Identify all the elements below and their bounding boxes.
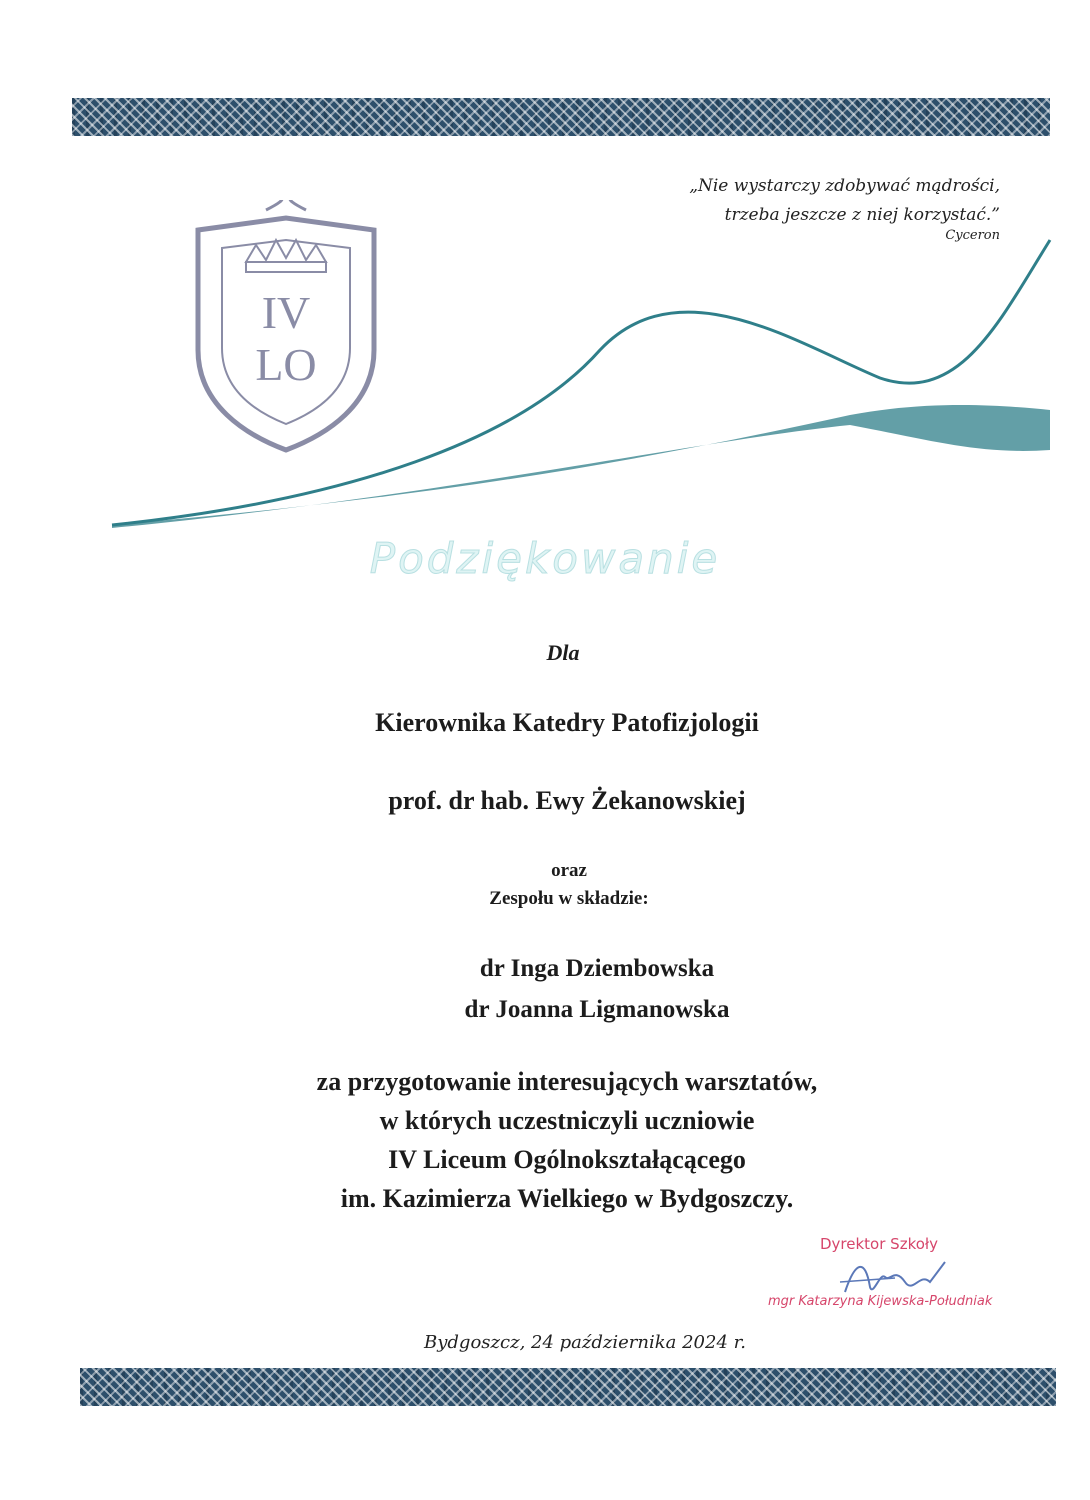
team-member: dr Inga Dziembowska <box>479 955 715 982</box>
crown-icon <box>246 240 326 272</box>
recipient-name: prof. dr hab. Ewy Żekanowskiej <box>388 786 746 815</box>
reason-line: im. Kazimierza Wielkiego w Bydgoszczy. <box>340 1184 794 1213</box>
page-heading: Podziękowanie <box>369 534 721 583</box>
place-and-date: Bydgoszcz, 24 października 2024 r. <box>424 1332 746 1353</box>
signature-stamp <box>760 1232 1010 1322</box>
signature-role: Dyrektor Szkoły <box>820 1235 939 1253</box>
decorative-wave-graphic <box>0 0 1090 560</box>
decorative-border-bottom <box>80 1368 1056 1406</box>
reason-line: IV Liceum Ogólnokształącącego <box>388 1145 746 1174</box>
reason-line: za przygotowanie interesujących warsztatów, <box>316 1067 818 1096</box>
team-label: Zespołu w składzie: <box>489 888 649 909</box>
team-member: dr Joanna Ligmanowska <box>464 996 730 1023</box>
recipient-title: Kierownika Katedry Patofizjologii <box>375 708 759 737</box>
quote-line-2: trzeba jeszcze z niej korzystać.” <box>724 205 1000 225</box>
quote-author: Cyceron <box>945 228 1000 243</box>
reason-text <box>22 1062 1090 1218</box>
team-conjunction: oraz <box>551 860 587 881</box>
reason-line: w których uczestniczyli uczniowie <box>379 1106 755 1135</box>
quote-block <box>689 172 1000 243</box>
quote-line-1: „Nie wystarczy zdobywać mądrości, <box>689 176 1000 196</box>
school-crest-logo <box>186 200 386 455</box>
for-label: Dla <box>546 640 580 665</box>
crest-numeral: IV <box>261 287 311 338</box>
signature-name: mgr Katarzyna Kijewska-Południak <box>768 1294 993 1309</box>
crest-abbrev: LO <box>255 339 317 390</box>
